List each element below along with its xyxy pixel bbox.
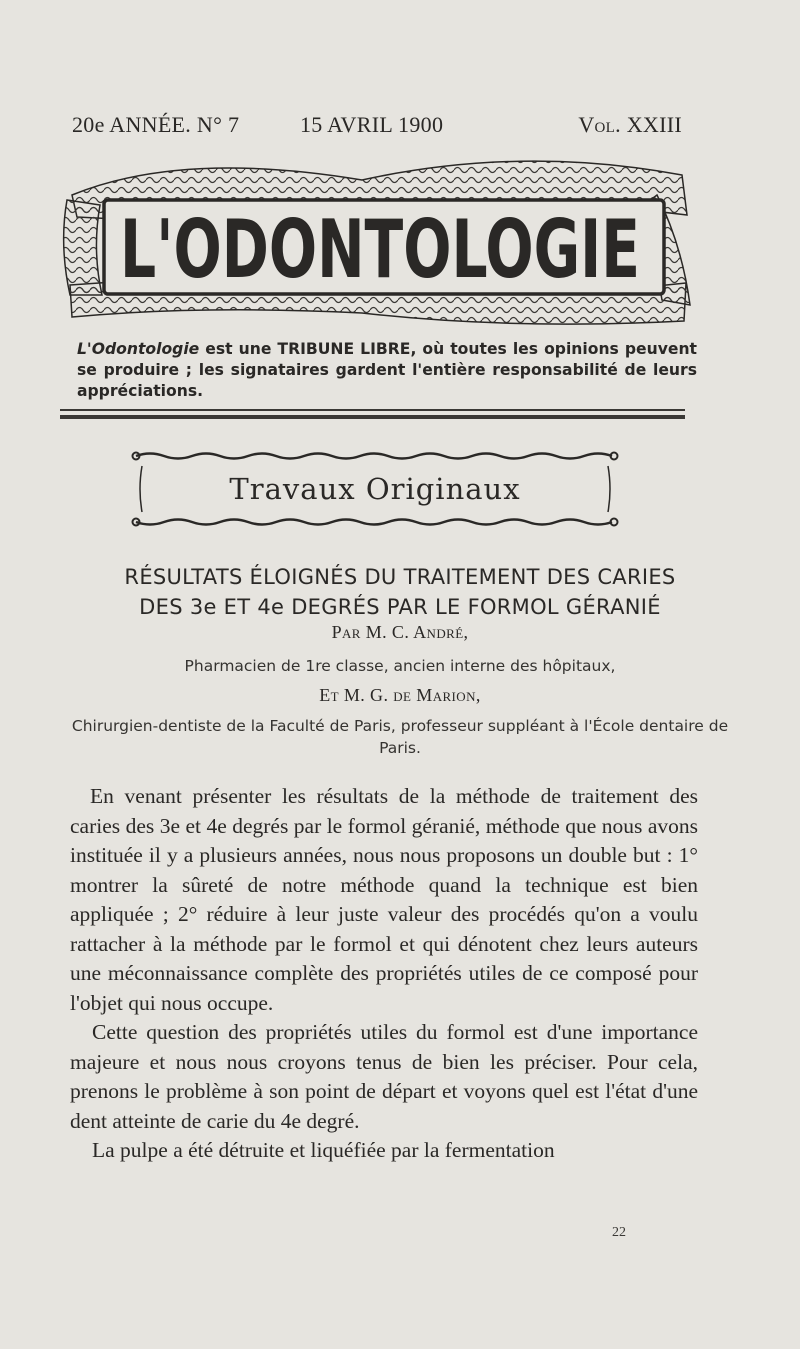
notice-text: est une TRIBUNE LIBRE, où toutes les opinions peuvent se produire ; les signataires gardent l'entière responsabilité de leurs appréciations. — [77, 340, 697, 400]
masthead-banner — [62, 155, 692, 327]
author-2-role: Chirurgien-dentiste de la Faculté de Paris, professeur suppléant à l'École dentaire de Paris. — [71, 717, 729, 757]
divider-rule-thin — [60, 409, 685, 411]
author-2: Et M. G. de Marion, — [319, 685, 481, 705]
paragraph: La pulpe a été détruite et liquéfiée par la fermentation — [92, 1138, 555, 1162]
article-title — [50, 562, 750, 622]
author-1-role: Pharmacien de 1re classe, ancien interne des hôpitaux, — [184, 657, 616, 675]
masthead-title: L'ODONTOLOGIE — [120, 203, 640, 296]
author-1: Par M. C. André, — [331, 622, 469, 642]
year-issue: 20e ANNÉE. N° 7 — [72, 112, 240, 137]
issue-date: 15 AVRIL 1900 — [300, 112, 444, 137]
article-body — [70, 782, 698, 1166]
paragraph: En venant présenter les résultats de la méthode de traitement des caries des 3e et 4e degrés par le formol géranié, méthode que nous avons instituée il y a plusieurs années, nous nous proposons un double but : 1° montrer la sûreté de notre méthode quand la technique est bien appliquée ; 2° réduire à leur juste valeur des procédés qu'on a voulu rattacher à la méthode par le formol et qui dénotent chez leurs auteurs une méconnaissance complète des propriétés utiles de ce composé pour l'objet qui nous occupe. — [70, 784, 698, 1015]
running-header — [72, 112, 682, 142]
article-title-line-2: DES 3e ET 4e DEGRÉS PAR LE FORMOL GÉRANIÉ — [139, 595, 661, 619]
editorial-notice — [77, 339, 697, 402]
ornament-left — [64, 200, 102, 295]
divider-rule-thick — [60, 415, 685, 419]
article-title-line-1: RÉSULTATS ÉLOIGNÉS DU TRAITEMENT DES CARIES — [124, 565, 676, 589]
section-heading: Travaux Originaux — [229, 472, 521, 506]
page-number: 22 — [612, 1225, 626, 1240]
paragraph: Cette question des propriétés utiles du formol est d'une importance majeure et nous nous croyons tenus de bien les préciser. Pour cela, prenons le problème à son point de départ et voyons quel est l'état d'une dent atteinte de carie du 4e degré. — [70, 1020, 698, 1133]
journal-name: L'Odontologie — [77, 340, 200, 358]
volume-number: Vol. XXIII — [578, 112, 682, 137]
